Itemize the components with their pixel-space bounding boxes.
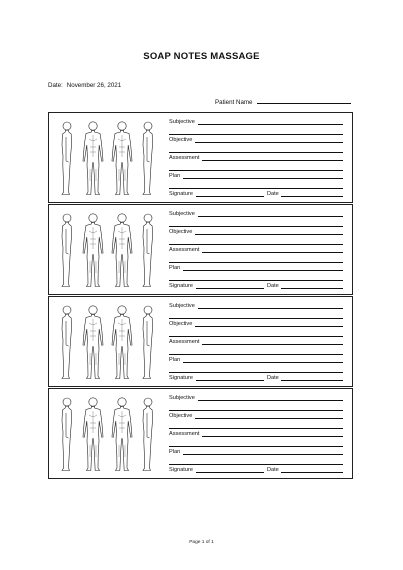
subjective-label: Subjective bbox=[169, 303, 195, 309]
objective-label: Objective bbox=[169, 137, 193, 143]
patient-name-field[interactable] bbox=[215, 97, 351, 106]
plan-field[interactable] bbox=[169, 449, 343, 455]
signature-line[interactable] bbox=[196, 191, 264, 197]
date-label: Date bbox=[266, 191, 279, 197]
assessment-line[interactable] bbox=[169, 170, 343, 171]
soap-entry-3 bbox=[48, 296, 353, 387]
subjective-line[interactable] bbox=[169, 318, 343, 319]
page-title: SOAP NOTES MASSAGE bbox=[143, 51, 260, 62]
subjective-label: Subjective bbox=[169, 211, 195, 217]
soap-entry-2 bbox=[48, 204, 353, 295]
plan-line[interactable] bbox=[169, 464, 343, 465]
plan-line[interactable] bbox=[169, 372, 343, 373]
assessment-line[interactable] bbox=[169, 262, 343, 263]
soap-entry-4 bbox=[48, 388, 353, 479]
date-line[interactable] bbox=[281, 375, 343, 381]
signature-date-row[interactable] bbox=[169, 283, 343, 289]
date-label: Date bbox=[266, 467, 279, 473]
plan-field[interactable] bbox=[169, 357, 343, 363]
soap-entry-1 bbox=[48, 112, 353, 203]
objective-line[interactable] bbox=[169, 152, 343, 153]
assessment-line[interactable] bbox=[169, 354, 343, 355]
assessment-field[interactable] bbox=[169, 339, 343, 345]
assessment-label: Assessment bbox=[169, 339, 200, 345]
signature-date-row[interactable] bbox=[169, 467, 343, 473]
subjective-label: Subjective bbox=[169, 119, 195, 125]
assessment-label: Assessment bbox=[169, 247, 200, 253]
signature-line[interactable] bbox=[196, 375, 264, 381]
plan-label: Plan bbox=[169, 173, 181, 179]
date-line bbox=[48, 82, 121, 89]
signature-line[interactable] bbox=[196, 283, 264, 289]
subjective-field[interactable] bbox=[169, 119, 343, 125]
assessment-line[interactable] bbox=[169, 446, 343, 447]
body-chart-icon bbox=[55, 211, 159, 289]
plan-field[interactable] bbox=[169, 265, 343, 271]
objective-line[interactable] bbox=[169, 336, 343, 337]
subjective-line[interactable] bbox=[169, 134, 343, 135]
objective-label: Objective bbox=[169, 321, 193, 327]
objective-field[interactable] bbox=[169, 137, 343, 143]
objective-label: Objective bbox=[169, 229, 193, 235]
date-line[interactable] bbox=[281, 467, 343, 473]
assessment-label: Assessment bbox=[169, 431, 200, 437]
assessment-field[interactable] bbox=[169, 247, 343, 253]
subjective-line[interactable] bbox=[169, 226, 343, 227]
objective-line[interactable] bbox=[169, 244, 343, 245]
assessment-field[interactable] bbox=[169, 155, 343, 161]
signature-label: Signature bbox=[169, 375, 193, 381]
objective-label: Objective bbox=[169, 413, 193, 419]
date-label: Date bbox=[266, 283, 279, 289]
objective-line[interactable] bbox=[169, 428, 343, 429]
plan-line[interactable] bbox=[169, 188, 343, 189]
signature-date-row[interactable] bbox=[169, 375, 343, 381]
subjective-field[interactable] bbox=[169, 303, 343, 309]
page-number: Page 1 of 1 bbox=[189, 540, 214, 545]
signature-date-row[interactable] bbox=[169, 191, 343, 197]
date-line[interactable] bbox=[281, 191, 343, 197]
date-line[interactable] bbox=[281, 283, 343, 289]
plan-field[interactable] bbox=[169, 173, 343, 179]
objective-field[interactable] bbox=[169, 413, 343, 419]
plan-label: Plan bbox=[169, 265, 181, 271]
subjective-line[interactable] bbox=[169, 410, 343, 411]
body-chart-icon bbox=[55, 395, 159, 473]
objective-field[interactable] bbox=[169, 229, 343, 235]
subjective-field[interactable] bbox=[169, 395, 343, 401]
subjective-field[interactable] bbox=[169, 211, 343, 217]
assessment-field[interactable] bbox=[169, 431, 343, 437]
date-label: Date bbox=[266, 375, 279, 381]
patient-name-line[interactable] bbox=[257, 97, 351, 104]
patient-name-label: Patient Name bbox=[215, 99, 253, 106]
assessment-label: Assessment bbox=[169, 155, 200, 161]
plan-label: Plan bbox=[169, 449, 181, 455]
signature-label: Signature bbox=[169, 467, 193, 473]
signature-label: Signature bbox=[169, 283, 193, 289]
objective-field[interactable] bbox=[169, 321, 343, 327]
body-chart-icon bbox=[55, 303, 159, 381]
signature-label: Signature bbox=[169, 191, 193, 197]
date-value: November 26, 2021 bbox=[66, 82, 122, 89]
body-chart-icon bbox=[55, 119, 159, 197]
date-label: Date: bbox=[48, 82, 63, 89]
plan-line[interactable] bbox=[169, 280, 343, 281]
signature-line[interactable] bbox=[196, 467, 264, 473]
plan-label: Plan bbox=[169, 357, 181, 363]
subjective-label: Subjective bbox=[169, 395, 195, 401]
